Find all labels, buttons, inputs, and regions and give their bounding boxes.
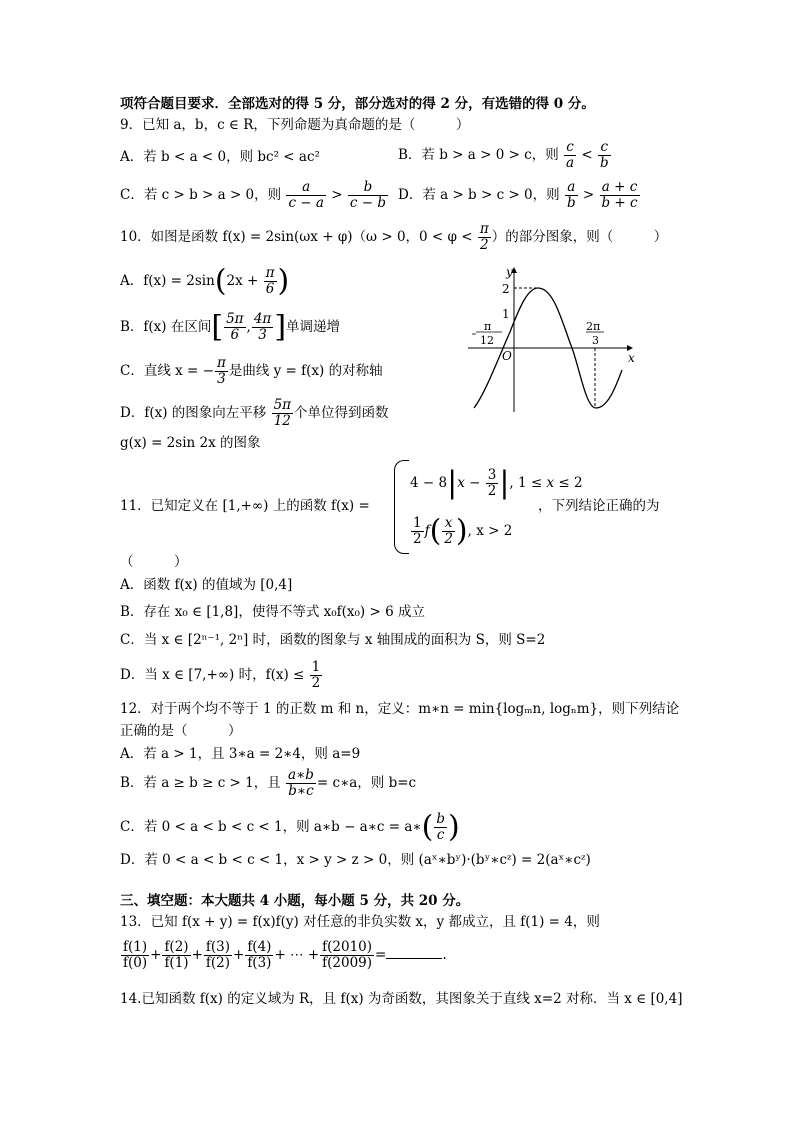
neg-tick-den: 12 <box>480 334 494 347</box>
q11-case1: 4 − 8|x − $\frac{3}{2}$ |, 1 ≤ x ≤ 2 <box>410 465 583 501</box>
y-axis-label: y <box>506 265 513 279</box>
header-instructions: 项符合题目要求．全部选对的得 5 分，部分选对的得 2 分，有选错的得 0 分。 <box>120 96 595 112</box>
pos-tick-num: 2π <box>586 320 601 333</box>
q13-frac-2: $\frac{f(2)}{f(1)}$ <box>164 939 189 971</box>
q13-answer-blank[interactable] <box>386 957 442 959</box>
pos-tick-den: 3 <box>592 334 599 347</box>
q10-option-b: B．f(x) 在区间[ $\frac{5\pi}{6}$ , $\frac{4\pi}{3}$ ]单调递增 <box>120 309 341 345</box>
q11-stem: 11．已知定义在 [1,+∞) 上的函数 f(x) = <box>120 498 370 514</box>
q12-option-d: D．若 0 < a < b < c < 1，x > y > z > 0，则 (aˣ∗bʸ)·(bʸ∗cᶻ) = 2(aˣ∗cᶻ) <box>120 852 591 868</box>
q11-option-d: D．当 x ∈ [7,+∞) 时，f(x) ≤ $\frac{1}{2}$ <box>120 659 321 691</box>
q14-stem: 14.已知函数 f(x) 的定义域为 R，且 f(x) 为奇函数，其图象关于直线 x=2 对称．当 x ∈ [0,4] <box>120 991 683 1007</box>
y-tick-2: 2 <box>502 282 510 296</box>
q12-stem-line2: 正确的是（ ） <box>120 723 242 739</box>
q12-stem-line1: 12．对于两个均不等于 1 的正数 m 和 n，定义：m∗n = min{logₘn, logₙm}，则下列结论 <box>120 701 680 717</box>
q9-option-b: B．若 b > a > 0 > c，则 $\frac{c}{a}$ < $\frac{c}{b}$ <box>398 139 609 171</box>
q11-option-b: B．存在 x₀ ∈ [1,8]，使得不等式 x₀f(x₀) > 6 成立 <box>120 604 425 620</box>
q10-option-d-line2: g(x) = 2sin 2x 的图象 <box>120 435 261 451</box>
q13-expression: $\frac{f(1)}{f(0)}$ + $\frac{f(2)}{f(1)}$ + $\frac{f(3)}{f(2)}$ + $\frac{f(4)}{f(3)}$ + ⋯ + $\frac{f(2010)}{f(2009)}$ = . <box>123 939 447 971</box>
q11-case2: $\frac{1}{2}$ f( $\frac{x}{2}$ ), x > 2 <box>413 513 513 549</box>
q13-frac-4: $\frac{f(4)}{f(3)}$ <box>247 939 272 971</box>
q13-frac-5: $\frac{f(2010)}{f(2009)}$ <box>322 939 373 971</box>
q12-option-b: B．若 a ≥ b ≥ c > 1，且 $\frac{a∗b}{b∗c}$ = c∗a，则 b=c <box>120 767 417 799</box>
section-3-heading: 三、填空题：本大题共 4 小题，每小题 5 分，共 20 分。 <box>120 893 470 909</box>
q9-option-a: A．若 b < a < 0，则 bc² < ac² <box>120 149 320 165</box>
y-tick-1: 1 <box>502 307 510 321</box>
q10-option-c: C．直线 x = − $\frac{\pi}{3}$ 是曲线 y = f(x) 的对称轴 <box>120 355 383 387</box>
q11-paren: （ ） <box>120 554 188 570</box>
piecewise-brace <box>394 460 409 554</box>
q12-option-c: C．若 0 < a < b < c < 1，则 a∗b − a∗c = a∗( $\frac{b}{c}$ ) <box>120 809 460 845</box>
q10-option-d: D．f(x) 的图象向左平移 $\frac{5\pi}{12}$ 个单位得到函数 <box>120 397 389 429</box>
q13-frac-1: $\frac{f(1)}{f(0)}$ <box>123 939 148 971</box>
q10-stem: 10．如图是函数 f(x) = 2sin(ωx + φ)（ω > 0，0 < φ < $\frac{\pi}{2}$ ）的部分图象，则（ ） <box>120 221 668 253</box>
q10-option-a: A．f(x) = 2sin(2x + $\frac{\pi}{6}$ ) <box>120 263 290 299</box>
x-axis-label: x <box>628 351 635 365</box>
q9-option-d: D．若 a > b > c > 0，则 $\frac{a}{b}$ > $\frac{a + c}{b + c}$ <box>398 179 638 211</box>
neg-tick-num: π <box>484 320 492 333</box>
q11-option-a: A．函数 f(x) 的值域为 [0,4] <box>120 577 293 593</box>
sine-graph <box>462 262 642 422</box>
q13-frac-3: $\frac{f(3)}{f(2)}$ <box>205 939 230 971</box>
q11-option-c: C．当 x ∈ [2ⁿ⁻¹, 2ⁿ] 时，函数的图象与 x 轴围成的面积为 S，则 S=2 <box>120 632 546 648</box>
q9-option-c: C．若 c > b > a > 0，则 $\frac{a}{c - a}$ > $\frac{b}{c - b}$ <box>120 179 386 211</box>
q11-stem-post: ，下列结论正确的为 <box>538 498 660 514</box>
q9-stem: 9．已知 a，b，c ∈ R，下列命题为真命题的是（ ） <box>120 117 470 133</box>
q12-option-a: A．若 a > 1，且 3∗a = 2∗4，则 a=9 <box>120 746 361 762</box>
q13-stem: 13．已知 f(x + y) = f(x)f(y) 对任意的非负实数 x，y 都成立，且 f(1) = 4，则 <box>120 914 600 930</box>
origin-label: O <box>502 349 512 363</box>
